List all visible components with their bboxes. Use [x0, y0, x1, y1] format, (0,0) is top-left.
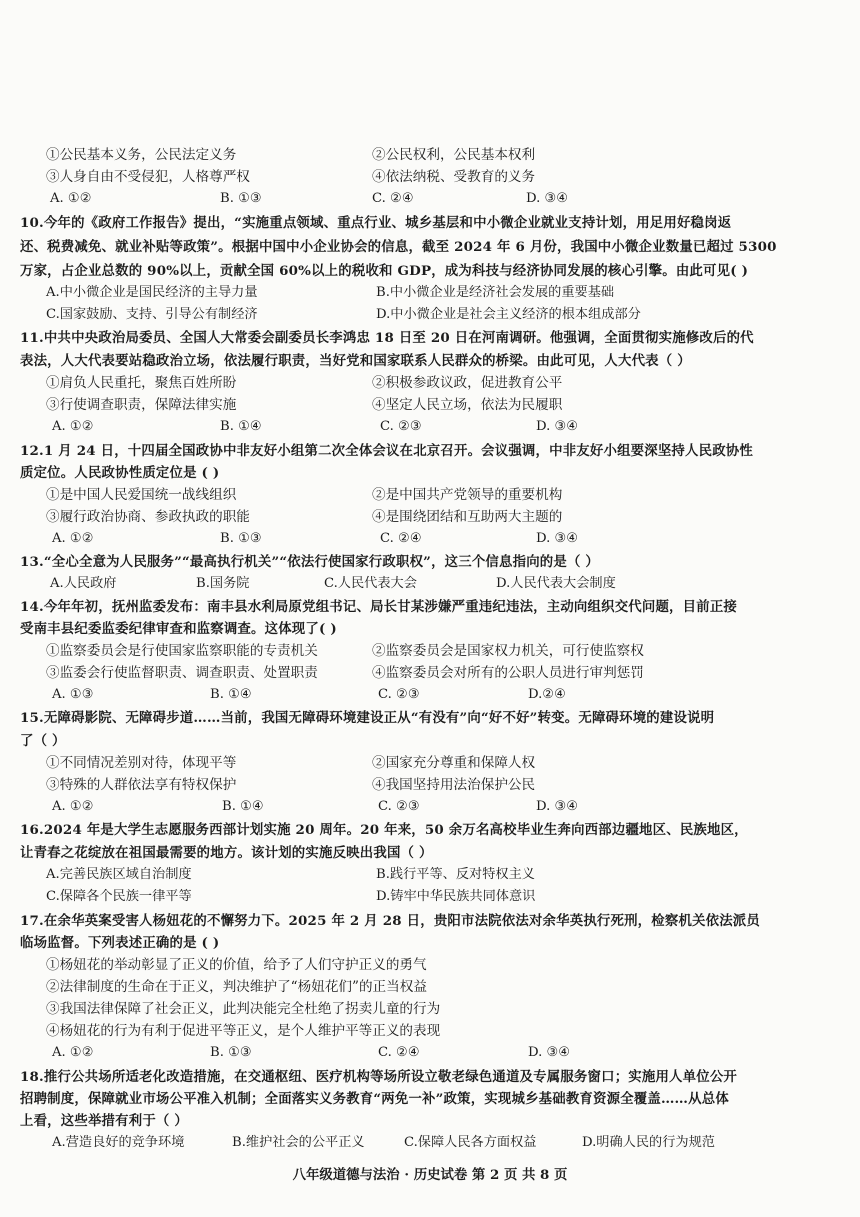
q11-option-1: ①肩负人民重托，聚焦百姓所盼: [46, 375, 237, 391]
q15-answer-c: C. ②③: [378, 799, 420, 814]
q14-option-3: ③监委会行使监督职责、调查职责、处置职责: [46, 665, 318, 681]
q10-answer-d: D.中小微企业是社会主义经济的根本组成部分: [376, 307, 641, 322]
q14-answer-b: B. ①④: [210, 687, 252, 702]
q11-answer-a: A. ①②: [52, 419, 94, 434]
q18-answer-c: C.保障人民各方面权益: [404, 1135, 537, 1150]
q15-option-2: ②国家充分尊重和保障人权: [372, 755, 536, 771]
q12-stem-line-2: 质定位。人民政协性质定位是 ( ): [20, 465, 220, 481]
q16-answer-d: D.铸牢中华民族共同体意识: [376, 889, 536, 904]
q13-answer-d: D.人民代表大会制度: [496, 576, 616, 591]
q14-stem-line-1: 14.今年年初，抚州监委发布：南丰县水利局原党组书记、局长甘某涉嫌严重违纪违法，主动向组织交代问题，目前正接: [20, 599, 738, 615]
q10-answer-a: A.中小微企业是国民经济的主导力量: [46, 285, 258, 300]
q17-answer-c: C. ②④: [378, 1045, 420, 1060]
q14-option-1: ①监察委员会是行使国家监察职能的专责机关: [46, 643, 318, 659]
q11-answer-b: B. ①④: [220, 419, 262, 434]
q17-stem-line-1: 17.在余华英案受害人杨妞花的不懈努力下。2025 年 2 月 28 日，贵阳市法院依法对余华英执行死刑，检察机关依法派员: [20, 913, 760, 929]
q11-option-3: ③行使调查职责，保障法律实施: [46, 397, 237, 413]
q15-answer-a: A. ①②: [52, 799, 94, 814]
q16-answer-b: B.践行平等、反对特权主义: [376, 867, 535, 882]
q17-option-3: ③我国法律保障了社会正义，此判决能完全杜绝了拐卖儿童的行为: [46, 1001, 441, 1017]
q18-stem-line-1: 18.推行公共场所适老化改造措施，在交通枢纽、医疗机构等场所设立敬老绿色通道及专属服务窗口；实施用人单位公开: [20, 1069, 738, 1085]
q15-option-4: ④我国坚持用法治保护公民: [372, 777, 536, 793]
q14-answer-a: A. ①③: [52, 687, 94, 702]
q11-option-2: ②积极参政议政，促进教育公平: [372, 375, 563, 391]
q17-option-2: ②法律制度的生命在于正义，判决维护了“杨妞花们”的正当权益: [46, 979, 427, 995]
q13-answer-b: B.国务院: [196, 576, 250, 591]
q17-option-4: ④杨妞花的行为有利于促进平等正义，是个人维护平等正义的表现: [46, 1023, 441, 1039]
q12-answer-d: D. ③④: [536, 531, 579, 546]
q17-option-1: ①杨妞花的举动彰显了正义的价值，给予了人们守护正义的勇气: [46, 957, 427, 973]
q9-option-2: ②公民权利，公民基本权利: [372, 147, 536, 163]
q13-answer-a: A.人民政府: [50, 576, 117, 591]
q10-stem-line-3: 万家，占企业总数的 90%以上，贡献全国 60%以上的税收和 GDP，成为科技与经济协同发展的核心引擎。由此可见( ): [20, 263, 749, 279]
page-footer: 八年级道德与法治 · 历史试卷 第 2 页 共 8 页: [292, 1167, 568, 1183]
q15-option-1: ①不同情况差别对待，体现平等: [46, 755, 237, 771]
q17-answer-d: D. ③④: [528, 1045, 571, 1060]
q14-answer-c: C. ②③: [378, 687, 420, 702]
q13-answer-c: C.人民代表大会: [324, 576, 417, 591]
q9-answer-c: C. ②④: [372, 191, 414, 206]
q11-stem-line-1: 11.中共中央政治局委员、全国人大常委会副委员长李鸿忠 18 日至 20 日在河南调研。他强调，全面贯彻实施修改后的代: [20, 330, 754, 346]
q15-answer-b: B. ①④: [222, 799, 264, 814]
q15-answer-d: D. ③④: [536, 799, 579, 814]
q16-answer-a: A.完善民族区域自治制度: [46, 867, 192, 882]
q14-answer-d: D.②④: [528, 687, 566, 702]
q16-stem-line-2: 让青春之花绽放在祖国最需要的地方。该计划的实施反映出我国（ ）: [20, 845, 433, 861]
q10-stem-line-2: 还、税费减免、就业补贴等政策”。根据中国中小企业协会的信息，截至 2024 年 6 月份，我国中小微企业数量已超过 5300: [20, 239, 777, 255]
q10-stem-line-1: 10.今年的《政府工作报告》提出，“实施重点领域、重点行业、城乡基层和中小微企业就业支持计划，用足用好稳岗返: [20, 215, 732, 231]
q12-answer-b: B. ①③: [220, 531, 262, 546]
q15-stem-line-2: 了（ ）: [20, 733, 66, 749]
q12-stem-line-1: 12.1 月 24 日，十四届全国政协中非友好小组第二次全体会议在北京召开。会议强调，中非友好小组要深坚持人民政协性: [20, 443, 753, 459]
q17-answer-b: B. ①③: [210, 1045, 252, 1060]
q14-option-4: ④监察委员会对所有的公职人员进行审判惩罚: [372, 665, 644, 681]
q18-stem-line-3: 上看，这些举措有利于（ ）: [20, 1113, 188, 1129]
q12-option-2: ②是中国共产党领导的重要机构: [372, 487, 563, 503]
q9-answer-a: A. ①②: [50, 191, 92, 206]
q10-answer-c: C.国家鼓励、支持、引导公有制经济: [46, 307, 258, 322]
q18-answer-a: A.营造良好的竞争环境: [52, 1135, 185, 1150]
q17-stem-line-2: 临场监督。下列表述正确的是 ( ): [20, 935, 220, 951]
q12-answer-a: A. ①②: [52, 531, 94, 546]
q9-answer-b: B. ①③: [220, 191, 262, 206]
q9-option-1: ①公民基本义务，公民法定义务: [46, 147, 237, 163]
q11-answer-d: D. ③④: [536, 419, 579, 434]
q18-answer-b: B.维护社会的公平正义: [232, 1135, 365, 1150]
q9-option-3: ③人身自由不受侵犯，人格尊严权: [46, 169, 250, 185]
q16-stem-line-1: 16.2024 年是大学生志愿服务西部计划实施 20 周年。20 年来，50 余万名高校毕业生奔向西部边疆地区、民族地区，: [20, 822, 748, 838]
q9-option-4: ④依法纳税、受教育的义务: [372, 169, 536, 185]
q14-option-2: ②监察委员会是国家权力机关，可行使监察权: [372, 643, 644, 659]
q12-option-1: ①是中国人民爱国统一战线组织: [46, 487, 237, 503]
q13-stem-line-1: 13.“全心全意为人民服务”“最高执行机关”“依法行使国家行政职权”，这三个信息指向的是（ ）: [20, 554, 600, 570]
q11-answer-c: C. ②③: [380, 419, 422, 434]
q15-option-3: ③特殊的人群依法享有特权保护: [46, 777, 237, 793]
q10-answer-b: B.中小微企业是经济社会发展的重要基础: [376, 285, 615, 300]
q12-answer-c: C. ②④: [380, 531, 422, 546]
q12-option-3: ③履行政治协商、参政执政的职能: [46, 509, 250, 525]
q18-answer-d: D.明确人民的行为规范: [582, 1135, 715, 1150]
q11-option-4: ④坚定人民立场，依法为民履职: [372, 397, 563, 413]
q12-option-4: ④是围绕团结和互助两大主题的: [372, 509, 563, 525]
q18-stem-line-2: 招聘制度，保障就业市场公平准入机制；全面落实义务教育“两免一补”政策，实现城乡基础教育资源全覆盖……从总体: [20, 1091, 729, 1107]
q9-answer-d: D. ③④: [526, 191, 569, 206]
q14-stem-line-2: 受南丰县纪委监委纪律审查和监察调查。这体现了( ): [20, 621, 337, 637]
q11-stem-line-2: 表法，人大代表要站稳政治立场，依法履行职责，当好党和国家联系人民群众的桥梁。由此可见，人大代表（ ）: [20, 353, 691, 369]
q17-answer-a: A. ①②: [52, 1045, 94, 1060]
q16-answer-c: C.保障各个民族一律平等: [46, 889, 192, 904]
q15-stem-line-1: 15.无障碍影院、无障碍步道……当前，我国无障碍环境建设正从“有没有”向“好不好”转变。无障碍环境的建设说明: [20, 710, 715, 726]
